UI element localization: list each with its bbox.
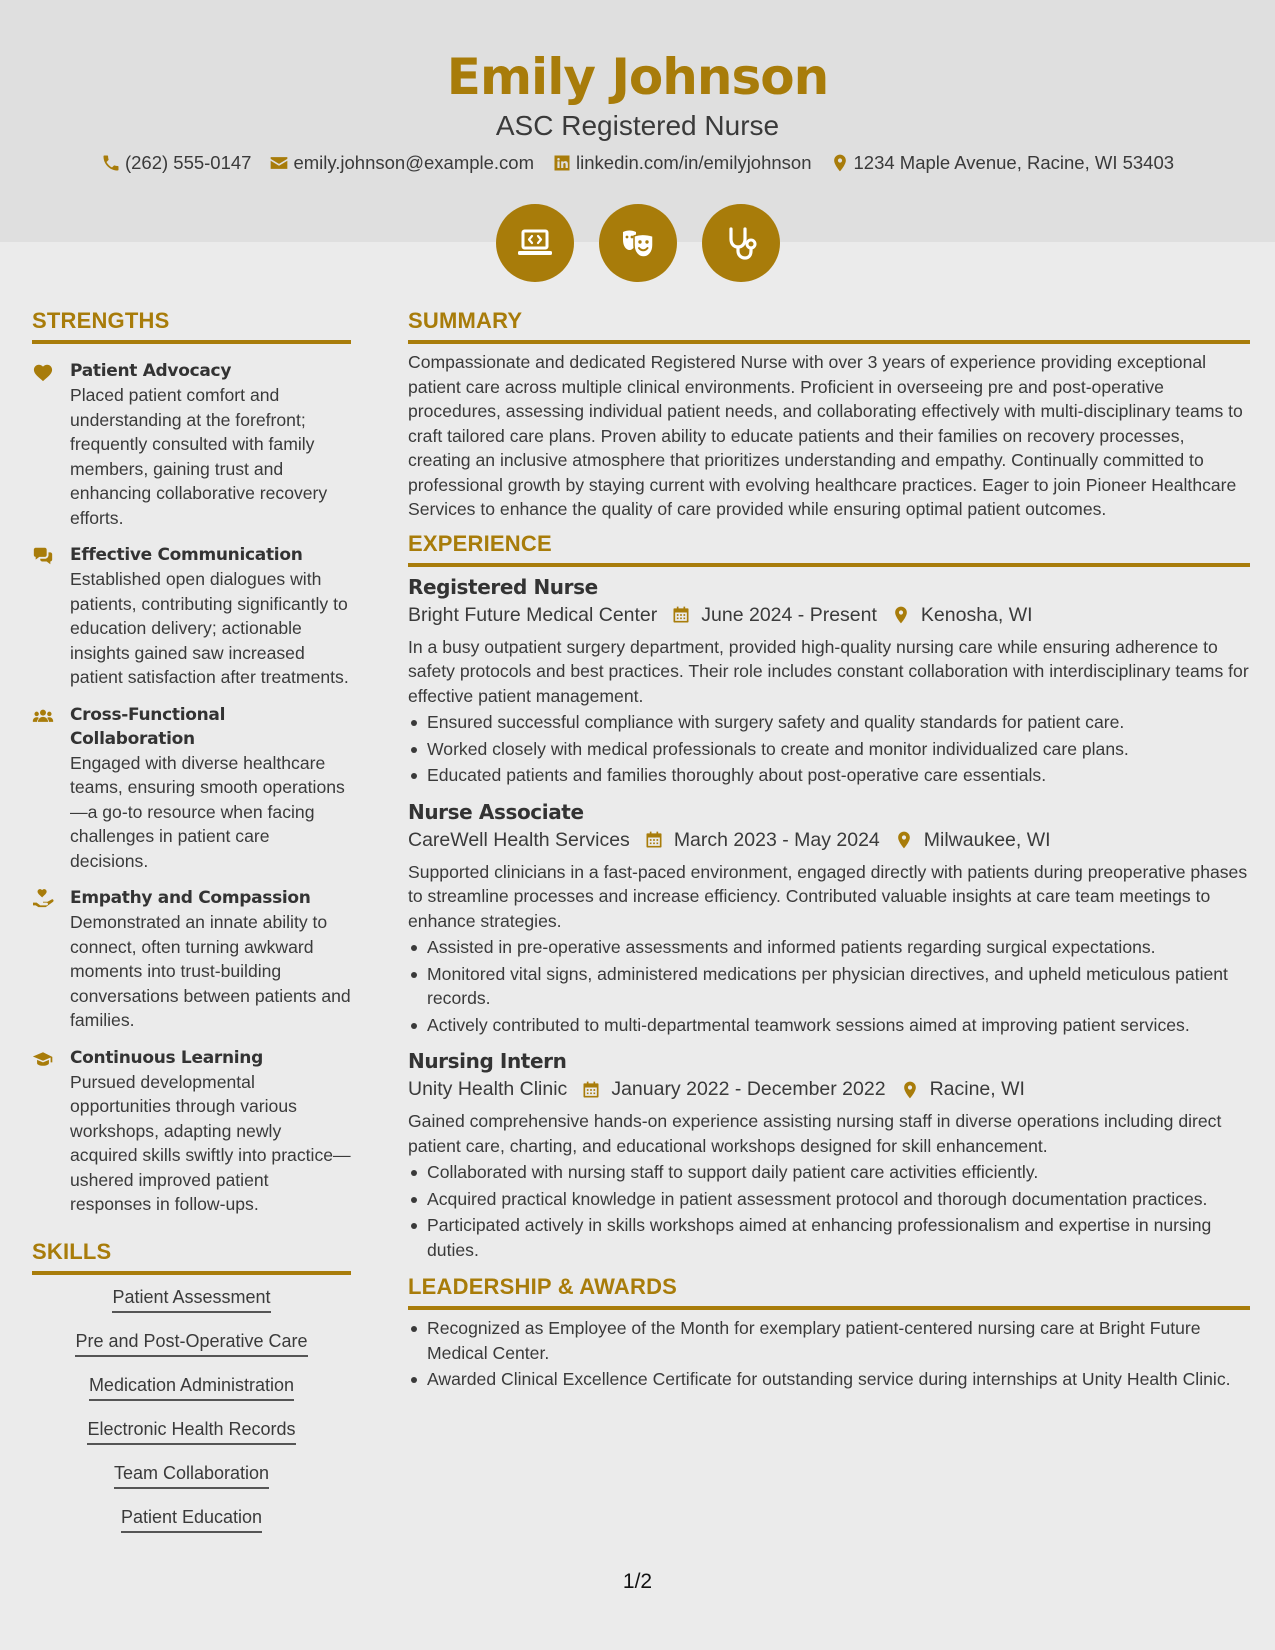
- calendar-icon: [671, 605, 691, 625]
- strength-item: [32, 543, 351, 690]
- strength-item: [32, 703, 351, 874]
- awards-heading: LEADERSHIP & AWARDS: [408, 1274, 1250, 1310]
- candidate-role: ASC Registered Nurse: [495, 110, 780, 141]
- stethoscope-icon: [721, 223, 761, 263]
- map-pin-icon: [830, 153, 850, 173]
- job-dates: June 2024 - Present: [701, 603, 877, 626]
- experience-heading: EXPERIENCE: [408, 531, 1250, 567]
- contact-email-text: emily.johnson@example.com: [293, 152, 535, 173]
- comments-icon: [32, 546, 54, 566]
- theater-masks-icon: [618, 223, 658, 263]
- map-pin-icon: [891, 605, 911, 625]
- job-bullet: Acquired practical knowledge in patient assessment protocol and thorough documentation practices.: [408, 1187, 1250, 1212]
- strength-title: Effective Communication: [70, 545, 303, 565]
- skills-heading: SKILLS: [32, 1239, 351, 1275]
- strength-title: Patient Advocacy: [70, 361, 232, 381]
- job-bullets: [408, 935, 1250, 1037]
- skill-item: Medication Administration: [89, 1375, 294, 1401]
- job-dates: March 2023 - May 2024: [673, 828, 880, 851]
- map-pin-icon: [894, 830, 914, 850]
- strength-desc: Pursued developmental opportunities through various workshops, adapting newly acquired skills swiftly into practice—ushered improved patient responses in follow-ups.: [70, 1071, 351, 1214]
- badge-laptop: [496, 204, 574, 282]
- strength-desc: Engaged with diverse healthcare teams, ensuring smooth operations—a go-to resource when facing challenges in patient care decisions.: [70, 752, 345, 871]
- skill-item: Team Collaboration: [114, 1463, 269, 1489]
- job-entry: [408, 1049, 1250, 1262]
- skill-item: Pre and Post-Operative Care: [75, 1331, 307, 1357]
- job-bullets: [408, 710, 1250, 788]
- skill-item: Electronic Health Records: [87, 1419, 295, 1445]
- job-company: CareWell Health Services: [408, 828, 630, 851]
- laptop-code-icon: [515, 223, 555, 263]
- job-entry: [408, 800, 1250, 1038]
- job-bullet: Collaborated with nursing staff to support daily patient care activities efficiently.: [408, 1160, 1250, 1185]
- job-location: Milwaukee, WI: [923, 828, 1051, 851]
- left-column: [32, 308, 351, 1533]
- job-bullet: Actively contributed to multi-departmental teamwork sessions aimed at improving patient services.: [408, 1013, 1250, 1038]
- strength-desc: Placed patient comfort and understanding at the forefront; frequently consulted with family members, gaining trust and enhancing collaborative recovery efforts.: [70, 385, 328, 528]
- job-title: Registered Nurse: [408, 574, 598, 599]
- strength-desc: Established open dialogues with patients, contributing significantly to education delivery; actionable insights gained saw increased patient satisfaction after treatments.: [70, 569, 349, 687]
- calendar-icon: [581, 1080, 601, 1100]
- envelope-icon: [269, 153, 289, 173]
- contact-linkedin-text: linkedin.com/in/emilyjohnson: [576, 152, 812, 173]
- strengths-heading: STRENGTHS: [32, 308, 351, 344]
- award-item: Awarded Clinical Excellence Certificate for outstanding service during internships at Unity Health Clinic.: [408, 1367, 1250, 1392]
- job-description: Supported clinicians in a fast-paced environment, engaged directly with patients during preoperative phases to streamline processes and increase efficiency. Contributed valuable insights at care team meetings to enhance strategies.: [408, 861, 1248, 931]
- job-meta: [408, 829, 1250, 852]
- hand-holding-heart-icon: [32, 889, 54, 909]
- job-location: Racine, WI: [929, 1078, 1025, 1100]
- heart-icon: [32, 362, 54, 382]
- badge-stethoscope: [702, 204, 780, 282]
- job-bullet: Worked closely with medical professionals to create and monitor individualized care plans.: [408, 737, 1250, 762]
- strength-title: Cross-Functional Collaboration: [70, 704, 226, 749]
- job-company: Bright Future Medical Center: [408, 603, 658, 626]
- contact-bar: [0, 152, 1275, 174]
- strength-item: [32, 1046, 351, 1217]
- job-bullet: Educated patients and families thoroughly about post-operative care essentials.: [408, 763, 1250, 788]
- contact-email[interactable]: [269, 152, 534, 174]
- badge-masks: [599, 204, 677, 282]
- job-meta: [408, 604, 1250, 627]
- job-bullet: Monitored vital signs, administered medications per physician directives, and upheld meticulous patient records.: [408, 962, 1250, 1011]
- strength-item: [32, 359, 351, 530]
- contact-address: [830, 152, 1175, 174]
- job-dates: January 2022 - December 2022: [611, 1078, 886, 1100]
- right-column: [408, 308, 1250, 1392]
- job-bullet: Ensured successful compliance with surgery safety and quality standards for patient care.: [408, 710, 1250, 735]
- users-icon: [32, 706, 54, 726]
- job-title: Nursing Intern: [408, 1049, 567, 1073]
- map-pin-icon: [900, 1080, 920, 1100]
- awards-list: [408, 1316, 1250, 1392]
- strength-desc: Demonstrated an innate ability to connect, often turning awkward moments into trust-building conversations between patients and families.: [70, 912, 351, 1030]
- job-description: In a busy outpatient surgery department, provided high-quality nursing care while ensuring adherence to safety protocols and best practices. Their role includes constant collaboration with interdisciplinary teams for effective patient management.: [408, 636, 1249, 706]
- linkedin-icon: [552, 153, 572, 173]
- job-bullets: [408, 1160, 1250, 1262]
- strength-title: Continuous Learning: [70, 1047, 263, 1068]
- strength-title: Empathy and Compassion: [70, 888, 311, 908]
- contact-linkedin[interactable]: [552, 152, 811, 174]
- page-number: 1/2: [622, 1570, 653, 1593]
- skill-item: Patient Education: [121, 1507, 262, 1533]
- calendar-icon: [644, 830, 664, 850]
- skills-list: [32, 1275, 351, 1533]
- candidate-name: Emily Johnson: [446, 48, 829, 106]
- job-bullet: Participated actively in skills workshops aimed at enhancing professionalism and expertise in nursing duties.: [408, 1213, 1250, 1262]
- strength-item: [32, 886, 351, 1033]
- job-bullet: Assisted in pre-operative assessments and informed patients regarding surgical expectations.: [408, 935, 1250, 960]
- summary-text: Compassionate and dedicated Registered Nurse with over 3 years of experience providing exceptional patient care across multiple clinical environments. Proficient in overseeing pre and post-operative procedures, assessing individual patient needs, and collaborating effectively with multi-disciplinary teams to craft tailored care plans. Proven ability to educate patients and their families on recovery processes, creating an inclusive atmosphere that prioritizes understanding and empathy. Continually committed to professional growth by staying current with evolving healthcare practices. Eager to join Pioneer Healthcare Services to enhance the quality of care provided while ensuring optimal patient outcomes.: [408, 352, 1243, 519]
- contact-phone[interactable]: [101, 152, 252, 174]
- icon-badges: [0, 204, 1275, 282]
- job-description: Gained comprehensive hands-on experience assisting nursing staff in diverse operations including direct patient care, charting, and educational workshops designed for skill enhancement.: [408, 1111, 1222, 1156]
- job-title: Nurse Associate: [408, 799, 584, 824]
- contact-phone-text: (262) 555-0147: [124, 152, 252, 173]
- contact-address-text: 1234 Maple Avenue, Racine, WI 53403: [853, 152, 1175, 173]
- job-location: Kenosha, WI: [920, 603, 1033, 626]
- award-item: Recognized as Employee of the Month for exemplary patient-centered nursing care at Bright Future Medical Center.: [408, 1316, 1250, 1365]
- phone-icon: [101, 153, 121, 173]
- job-meta: [408, 1078, 1250, 1101]
- summary-heading: SUMMARY: [408, 308, 1250, 344]
- graduation-cap-icon: [32, 1049, 54, 1069]
- skill-item: Patient Assessment: [112, 1287, 270, 1313]
- job-company: Unity Health Clinic: [408, 1078, 568, 1100]
- job-entry: [408, 575, 1250, 788]
